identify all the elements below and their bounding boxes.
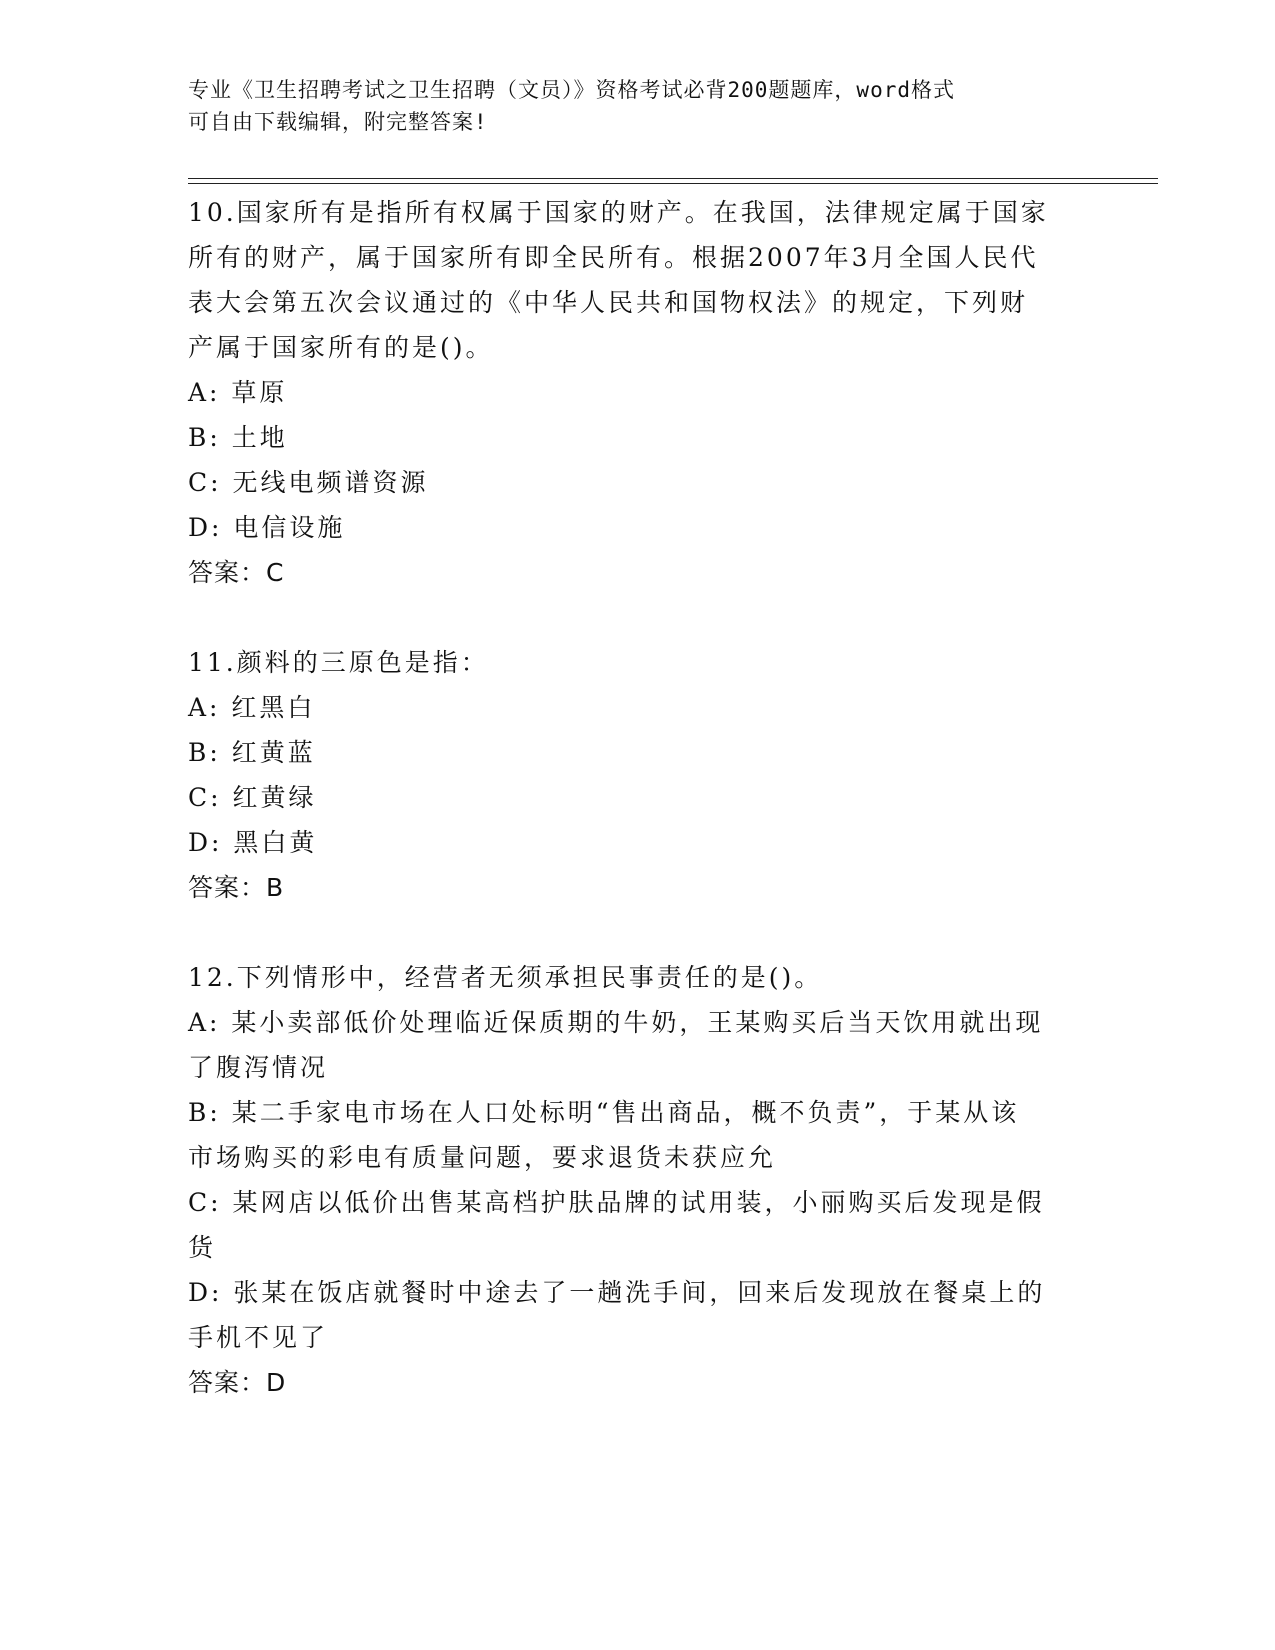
option-b [188,1090,1088,1180]
option-a [188,370,1088,415]
question-block [188,640,1088,910]
stem-line: 11.颜料的三原色是指： [188,648,489,677]
option-line: 市场购买的彩电有质量问题，要求退货未获应允 [188,1143,777,1172]
option-line: A: 某小卖部低价处理临近保质期的牛奶，王某购买后当天饮用就出现 [188,1008,1044,1037]
question-stem [188,955,1088,1000]
stem-line: 12.下列情形中，经营者无须承担民事责任的是()。 [188,963,823,992]
question-stem [188,190,1088,370]
option-line: C: 某网店以低价出售某高档护肤品牌的试用装，小丽购买后发现是假 [188,1188,1045,1217]
header-line-2: 可自由下载编辑，附完整答案! [188,110,488,134]
option-d [188,1270,1088,1360]
option-line: D: 张某在饭店就餐时中途去了一趟洗手间，回来后发现放在餐桌上的 [188,1278,1046,1307]
spacer [188,910,1088,955]
question-block [188,190,1088,595]
question-list [188,190,1088,1405]
header-divider-top [188,178,1158,179]
option-b [188,415,1088,460]
option-line: B: 某二手家电市场在人口处标明“售出商品，概不负责”，于某从该 [188,1098,1020,1127]
header-line-1: 专业《卫生招聘考试之卫生招聘（文员）》资格考试必背200题题库，word格式 [188,78,955,102]
option-line: D: 电信设施 [188,513,346,542]
answer: 答案：D [188,1368,287,1397]
option-d [188,505,1088,550]
stem-line: 表大会第五次会议通过的《中华人民共和国物权法》的规定，下列财 [188,288,1029,317]
question-stem [188,640,1088,685]
option-c [188,775,1088,820]
stem-line: 10.国家所有是指所有权属于国家的财产。在我国，法律规定属于国家 [188,198,1049,227]
option-line: B: 红黄蓝 [188,738,316,767]
option-line: C: 红黄绿 [188,783,317,812]
option-a [188,1000,1088,1090]
answer: 答案：C [188,558,285,587]
option-line: B: 土地 [188,423,288,452]
option-line: 货 [188,1233,217,1262]
stem-line: 所有的财产，属于国家所有即全民所有。根据2007年3月全国人民代 [188,243,1039,272]
header-divider-bottom [188,183,1158,184]
option-line: C: 无线电频谱资源 [188,468,429,497]
option-d [188,820,1088,865]
option-line: 了腹泻情况 [188,1053,329,1082]
page-header [188,74,1068,138]
option-line: A: 草原 [188,378,288,407]
answer: 答案：B [188,873,285,902]
spacer [188,595,1088,640]
option-line: A: 红黑白 [188,693,316,722]
option-c [188,460,1088,505]
question-block [188,955,1088,1405]
option-line: 手机不见了 [188,1323,329,1352]
option-a [188,685,1088,730]
option-line: D: 黑白黄 [188,828,318,857]
option-c [188,1180,1088,1270]
option-b [188,730,1088,775]
stem-line: 产属于国家所有的是()。 [188,333,494,362]
